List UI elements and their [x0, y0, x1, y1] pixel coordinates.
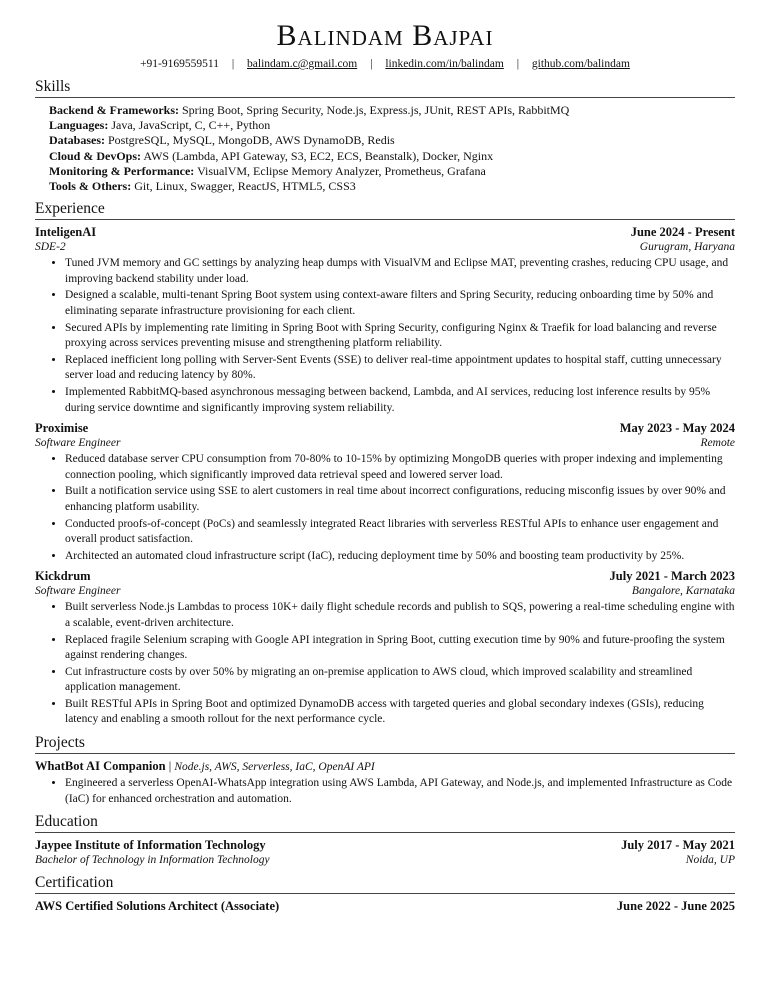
job-entry: [35, 225, 735, 416]
job-location: Remote: [700, 437, 735, 450]
skill-row: [49, 149, 735, 164]
bullet-item: • Secured APIs by implementing rate limiting in Spring Boot with Spring Security, configuring Nginx & Traefik for load balancing and reverse proxying across services preventing misuse and strengthening platform reliability.: [65, 321, 735, 352]
separator: |: [516, 58, 519, 70]
job-dates: June 2024 - Present: [630, 225, 735, 240]
company-name: Proximise: [35, 421, 89, 436]
separator: |: [231, 58, 235, 70]
skill-row: [49, 118, 735, 133]
skill-row: [49, 179, 735, 194]
bullet-item: • Replaced fragile Selenium scraping with Google API integration in Spring Boot, cutting execution time by 90% and future-proofing the system against rendering changes.: [65, 633, 735, 664]
job-dates: July 2021 - March 2023: [609, 569, 735, 584]
education-location: Noida, UP: [685, 854, 735, 867]
experience-heading: Experience: [35, 200, 735, 220]
projects-heading: Projects: [35, 734, 735, 754]
bullet-item: • Engineered a serverless OpenAI-WhatsApp integration using AWS Lambda, API Gateway, and Node.js, and implemented Infrastructure as Code (IaC) for enhanced orchestration and automation.: [65, 776, 735, 807]
job-role: Software Engineer: [35, 437, 121, 450]
job-bullets: [35, 452, 735, 564]
bullet-item: • Built a notification service using SSE to alert customers in real time about incorrect configurations, reducing misconfig issues by over 90% and enhancing platform usability.: [65, 484, 735, 515]
job-bullets: [35, 256, 735, 416]
separator: |: [370, 58, 373, 70]
certification-heading: Certification: [35, 874, 735, 894]
contact-line: [35, 56, 735, 72]
job-dates: May 2023 - May 2024: [619, 421, 735, 436]
job-location: Gurugram, Haryana: [639, 241, 735, 254]
skill-row: [49, 133, 735, 148]
certification-entry: [35, 899, 735, 914]
skill-value: Git, Linux, Swagger, ReactJS, HTML5, CSS3: [134, 179, 356, 194]
certification-name: AWS Certified Solutions Architect (Associate): [35, 899, 280, 914]
certification-dates: June 2022 - June 2025: [616, 899, 735, 914]
job-bullets: [35, 600, 735, 728]
job-role: Software Engineer: [35, 585, 121, 598]
skill-label: Languages:: [49, 118, 109, 133]
bullet-item: • Architected an automated cloud infrastructure script (IaC), reducing deployment time by 50% and boosting team productivity by 25%.: [65, 549, 735, 565]
github-link[interactable]: github.com/balindam: [531, 58, 630, 70]
project-name: WhatBot AI Companion: [35, 759, 166, 774]
candidate-name: Balindam Bajpai: [276, 19, 494, 52]
bullet-item: • Reduced database server CPU consumption from 70-80% to 10-15% by optimizing MongoDB queries with proper indexing and implementing connection pooling, which significantly improved data retrieval speed and lowered server load.: [65, 452, 735, 483]
job-role: SDE-2: [35, 241, 66, 254]
skill-value: Spring Boot, Spring Security, Node.js, Express.js, JUnit, REST APIs, RabbitMQ: [181, 103, 570, 117]
separator: |: [165, 759, 175, 774]
project-bullets: [35, 776, 735, 807]
company-name: Kickdrum: [35, 569, 91, 584]
project-tech: Node.js, AWS, Serverless, IaC, OpenAI API: [174, 761, 375, 774]
job-location: Bangalore, Karnataka: [631, 585, 735, 598]
job-entry: [35, 421, 735, 564]
skills-heading: Skills: [35, 78, 735, 98]
education-entry: [35, 838, 735, 868]
job-entry: [35, 569, 735, 728]
company-name: InteligenAI: [35, 225, 97, 240]
bullet-item: • Implemented RabbitMQ-based asynchronous messaging between backend, Lambda, and AI services, reducing lost inference results by 95% during service downtime and significantly improving system reliability.: [65, 385, 735, 416]
linkedin-link[interactable]: linkedin.com/in/balindam: [385, 58, 504, 70]
education-dates: July 2017 - May 2021: [621, 838, 735, 853]
bullet-item: • Tuned JVM memory and GC settings by analyzing heap dumps with VisualVM and Eclipse MAT, preventing crashes, reducing CPU usage, and improving backend stability under load.: [65, 256, 735, 287]
skill-label: Tools & Others:: [49, 179, 132, 194]
phone-number: +91-9169559511: [140, 58, 219, 70]
bullet-item: • Built RESTful APIs in Spring Boot and optimized DynamoDB access with targeted queries and global secondary indexes (GSIs), reducing latency and enabling a smooth rollout for the next performance cycle.: [65, 697, 735, 728]
degree: Bachelor of Technology in Information Technology: [35, 854, 270, 867]
skill-label: Cloud & DevOps:: [49, 148, 142, 163]
skill-value: VisualVM, Eclipse Memory Analyzer, Prometheus, Grafana: [197, 163, 486, 178]
school-name: Jaypee Institute of Information Technology: [35, 838, 266, 853]
education-heading: Education: [35, 813, 735, 833]
bullet-item: • Replaced inefficient long polling with Server-Sent Events (SSE) to deliver real-time appointment updates to hospital staff, cutting unnecessary server load and reducing latency by 80%.: [65, 353, 735, 384]
skill-value: Java, JavaScript, C, C++, Python: [111, 118, 271, 133]
skill-label: Monitoring & Performance:: [49, 163, 195, 178]
project-entry: [35, 759, 735, 807]
skill-value: AWS (Lambda, API Gateway, S3, EC2, ECS, Beanstalk), Docker, Nginx: [143, 148, 494, 163]
email-link[interactable]: balindam.c@gmail.com: [247, 58, 358, 70]
bullet-item: • Designed a scalable, multi-tenant Spring Boot system using context-aware filters and Spring Security, reducing onboarding time by 50% and eliminating separate infrastructure provisioning for each client.: [65, 288, 735, 319]
skill-label: Backend & Frameworks:: [49, 103, 179, 117]
skill-row: [49, 164, 735, 179]
skills-list: [49, 103, 735, 194]
bullet-item: • Cut infrastructure costs by over 50% by migrating an on-premise application to AWS cloud, which improved scalability and streamlined application management.: [65, 665, 735, 696]
bullet-item: • Conducted proofs-of-concept (PoCs) and seamlessly integrated React libraries with serverless RESTful APIs to enhance user engagement and overall product satisfaction.: [65, 517, 735, 548]
skill-row: [49, 103, 735, 118]
skill-label: Databases:: [49, 133, 105, 148]
bullet-item: • Built serverless Node.js Lambdas to process 10K+ daily flight schedule records and publish to SQS, powering a real-time scheduling engine with a scalable, event-driven architecture.: [65, 600, 735, 631]
skill-value: PostgreSQL, MySQL, MongoDB, AWS DynamoDB, Redis: [108, 133, 395, 148]
